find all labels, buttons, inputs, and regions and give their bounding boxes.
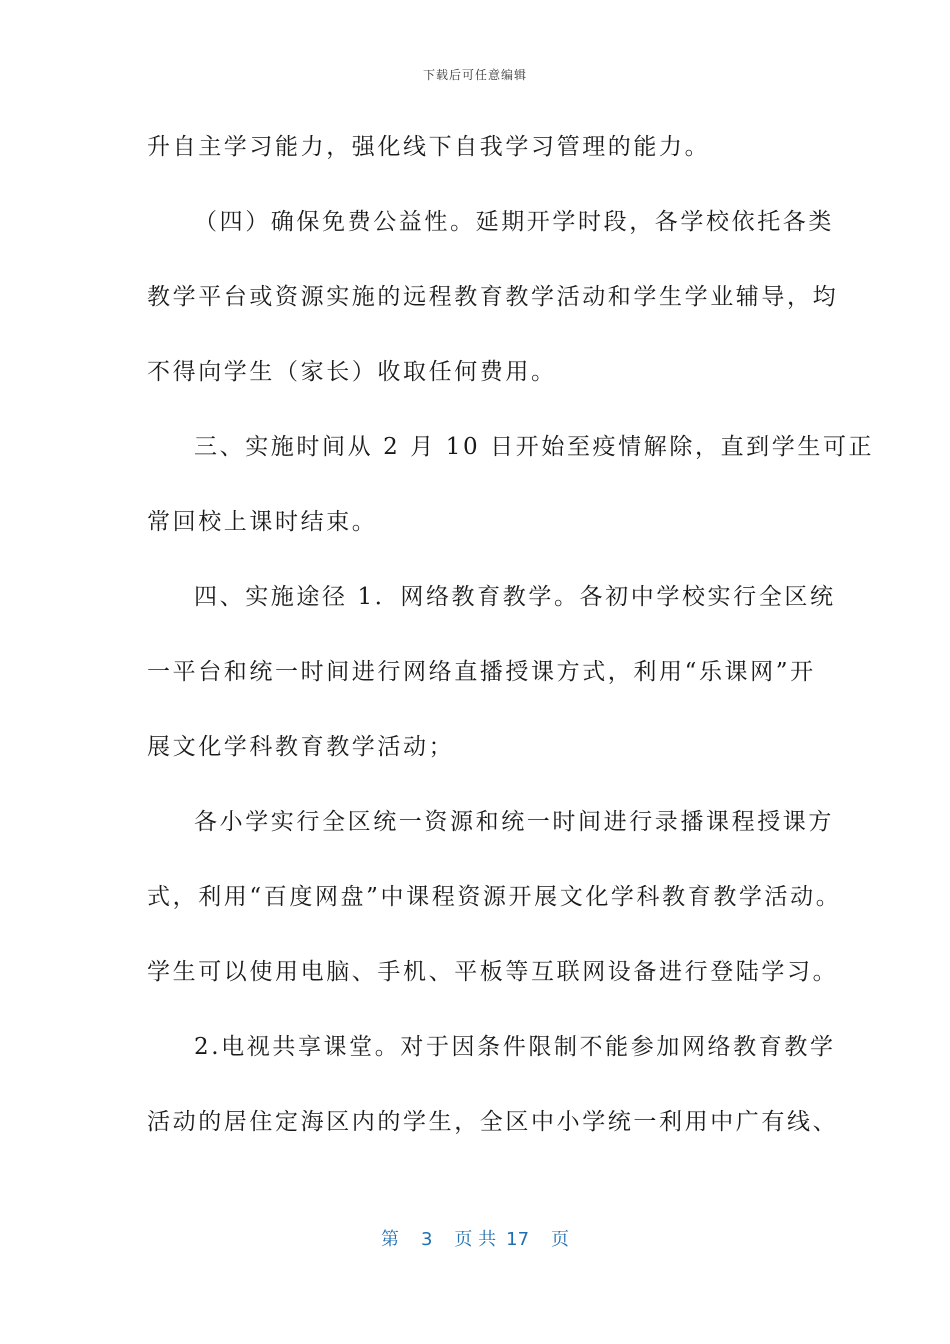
text-line: 升自主学习能力，强化线下自我学习管理的能力。 <box>147 134 711 160</box>
text-line: 各小学实行全区统一资源和统一时间进行录播课程授课方 <box>194 809 834 835</box>
current-page-number: 3 <box>420 1229 433 1250</box>
text-line: 一平台和统一时间进行网络直播授课方式，利用“乐课网”开 <box>147 659 816 685</box>
text-line: 不得向学生（家长）收取任何费用。 <box>147 359 557 385</box>
text-line: 常回校上课时结束。 <box>147 509 378 535</box>
text-line: 四、实施途径 1．网络教育教学。各初中学校实行全区统 <box>194 584 836 610</box>
text-line: （四）确保免费公益性。延期开学时段，各学校依托各类 <box>194 209 834 235</box>
text-line: 式，利用“百度网盘”中课程资源开展文化学科教育教学活动。 <box>147 884 842 910</box>
total-pages-number: 17 <box>506 1229 530 1250</box>
text-line: 2.电视共享课堂。对于因条件限制不能参加网络教育教学 <box>194 1034 836 1060</box>
text-line: 学生可以使用电脑、手机、平板等互联网设备进行登陆学习。 <box>147 959 839 985</box>
text-line: 活动的居住定海区内的学生，全区中小学统一利用中广有线、 <box>147 1109 839 1135</box>
text-line: 展文化学科教育教学活动； <box>147 734 455 760</box>
page-label-mid: 页 共 <box>454 1229 497 1250</box>
text-line: 三、实施时间从 2 月 10 日开始至疫情解除，直到学生可正 <box>194 434 875 460</box>
document-body <box>147 120 875 1170</box>
page-label-prefix: 第 <box>380 1229 399 1250</box>
header-note: 下载后可任意编辑 <box>422 68 527 82</box>
text-line: 教学平台或资源实施的远程教育教学活动和学生学业辅导，均 <box>147 284 839 310</box>
page-footer <box>0 1225 950 1251</box>
page-label-suffix: 页 <box>551 1229 570 1250</box>
